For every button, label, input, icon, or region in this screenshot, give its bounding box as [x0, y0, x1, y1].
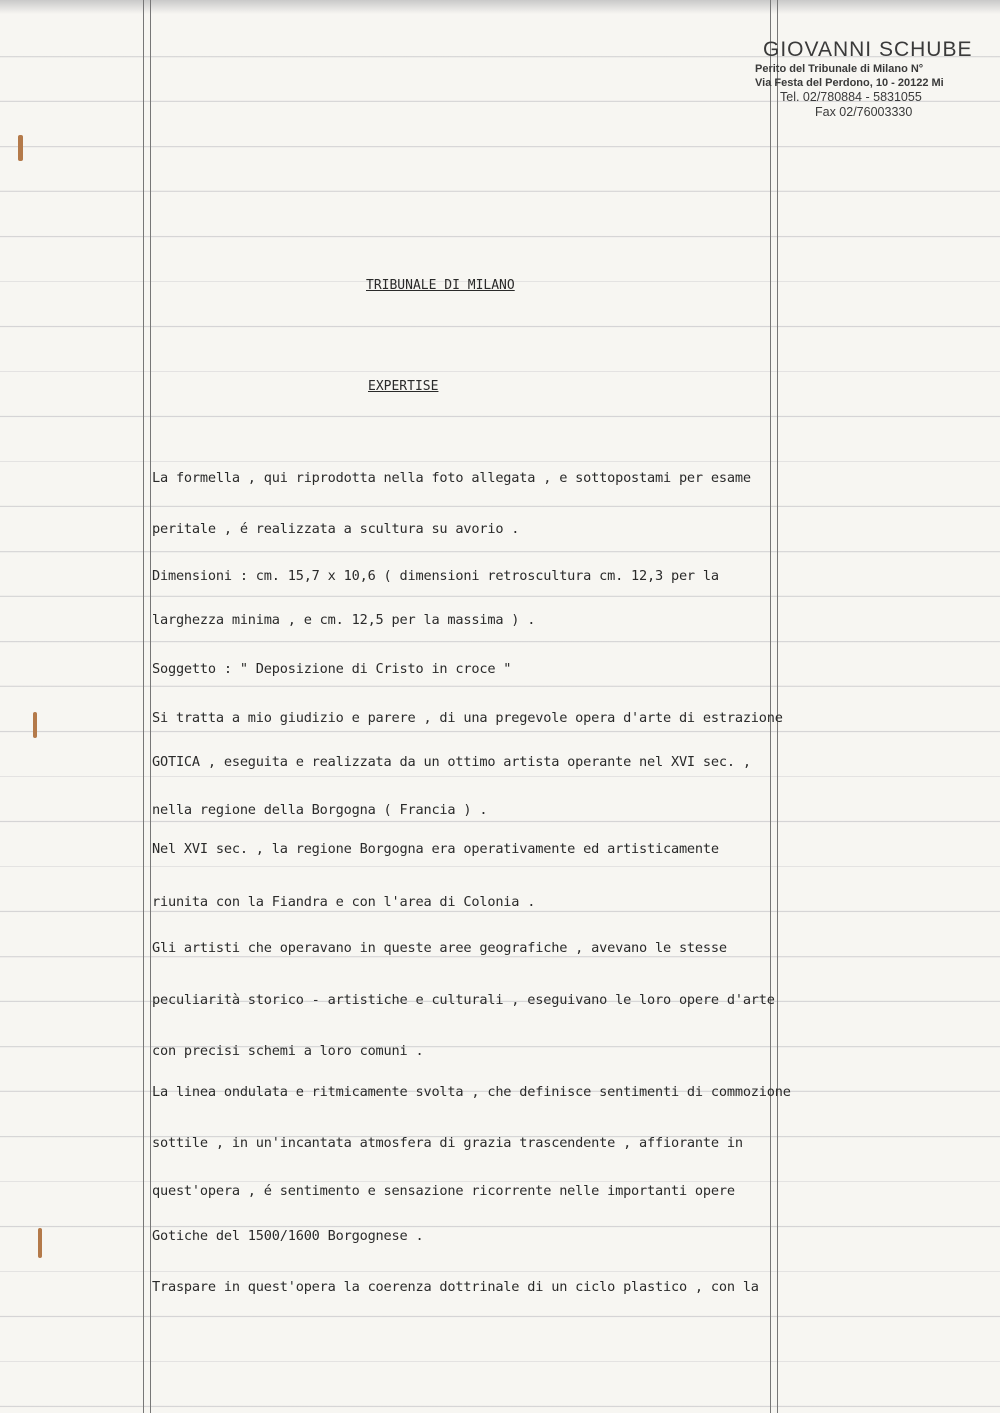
body-line: Nel XVI sec. , la regione Borgogna era operativamente ed artisticamente: [152, 841, 719, 857]
body-line: Gotiche del 1500/1600 Borgognese .: [152, 1228, 424, 1244]
body-line: quest'opera , é sentimento e sensazione ricorrente nelle importanti opere: [152, 1183, 735, 1199]
body-line: Soggetto : " Deposizione di Cristo in croce ": [152, 661, 512, 677]
letterhead-address: Via Festa del Perdono, 10 - 20122 Mi: [755, 77, 944, 89]
binder-hole-mark: [33, 712, 37, 738]
body-line: larghezza minima , e cm. 12,5 per la massima ) .: [152, 612, 536, 628]
court-heading: TRIBUNALE DI MILANO: [366, 278, 515, 293]
letterhead-stamp: [755, 38, 1000, 120]
document-title: EXPERTISE: [368, 379, 439, 394]
body-line: peculiarità storico - artistiche e culturali , eseguivano le loro opere d'arte: [152, 992, 775, 1008]
letterhead-phone: Tel. 02/780884 - 5831055: [780, 90, 922, 104]
body-line: peritale , é realizzata a scultura su avorio .: [152, 521, 520, 537]
letterhead-name: GIOVANNI SCHUBE: [763, 38, 973, 61]
left-margin-rule: [143, 0, 144, 1413]
body-line: Si tratta a mio giudizio e parere , di una pregevole opera d'arte di estrazione: [152, 710, 783, 726]
body-line: La linea ondulata e ritmicamente svolta , che definisce sentimenti di commozione: [152, 1084, 791, 1100]
body-line: GOTICA , eseguita e realizzata da un ottimo artista operante nel XVI sec. ,: [152, 754, 751, 770]
body-line: Gli artisti che operavano in queste aree geografiche , avevano le stesse: [152, 940, 727, 956]
right-margin-rule-outer: [777, 0, 778, 1413]
body-line: La formella , qui riprodotta nella foto allegata , e sottopostami per esame: [152, 470, 751, 486]
right-margin-rule: [770, 0, 771, 1413]
body-line: Dimensioni : cm. 15,7 x 10,6 ( dimensioni retroscultura cm. 12,3 per la: [152, 568, 719, 584]
binder-hole-mark: [18, 135, 23, 161]
body-line: nella regione della Borgogna ( Francia ) .: [152, 802, 488, 818]
body-line: con precisi schemi a loro comuni .: [152, 1043, 424, 1059]
body-line: riunita con la Fiandra e con l'area di Colonia .: [152, 894, 536, 910]
letterhead-fax: Fax 02/76003330: [815, 105, 913, 119]
letterhead-title: Perito del Tribunale di Milano N°: [755, 63, 924, 75]
left-margin-rule-inner: [150, 0, 151, 1413]
body-line: sottile , in un'incantata atmosfera di grazia trascendente , affiorante in: [152, 1135, 743, 1151]
body-line: Traspare in quest'opera la coerenza dottrinale di un ciclo plastico , con la: [152, 1279, 759, 1295]
binder-hole-mark: [38, 1228, 42, 1258]
